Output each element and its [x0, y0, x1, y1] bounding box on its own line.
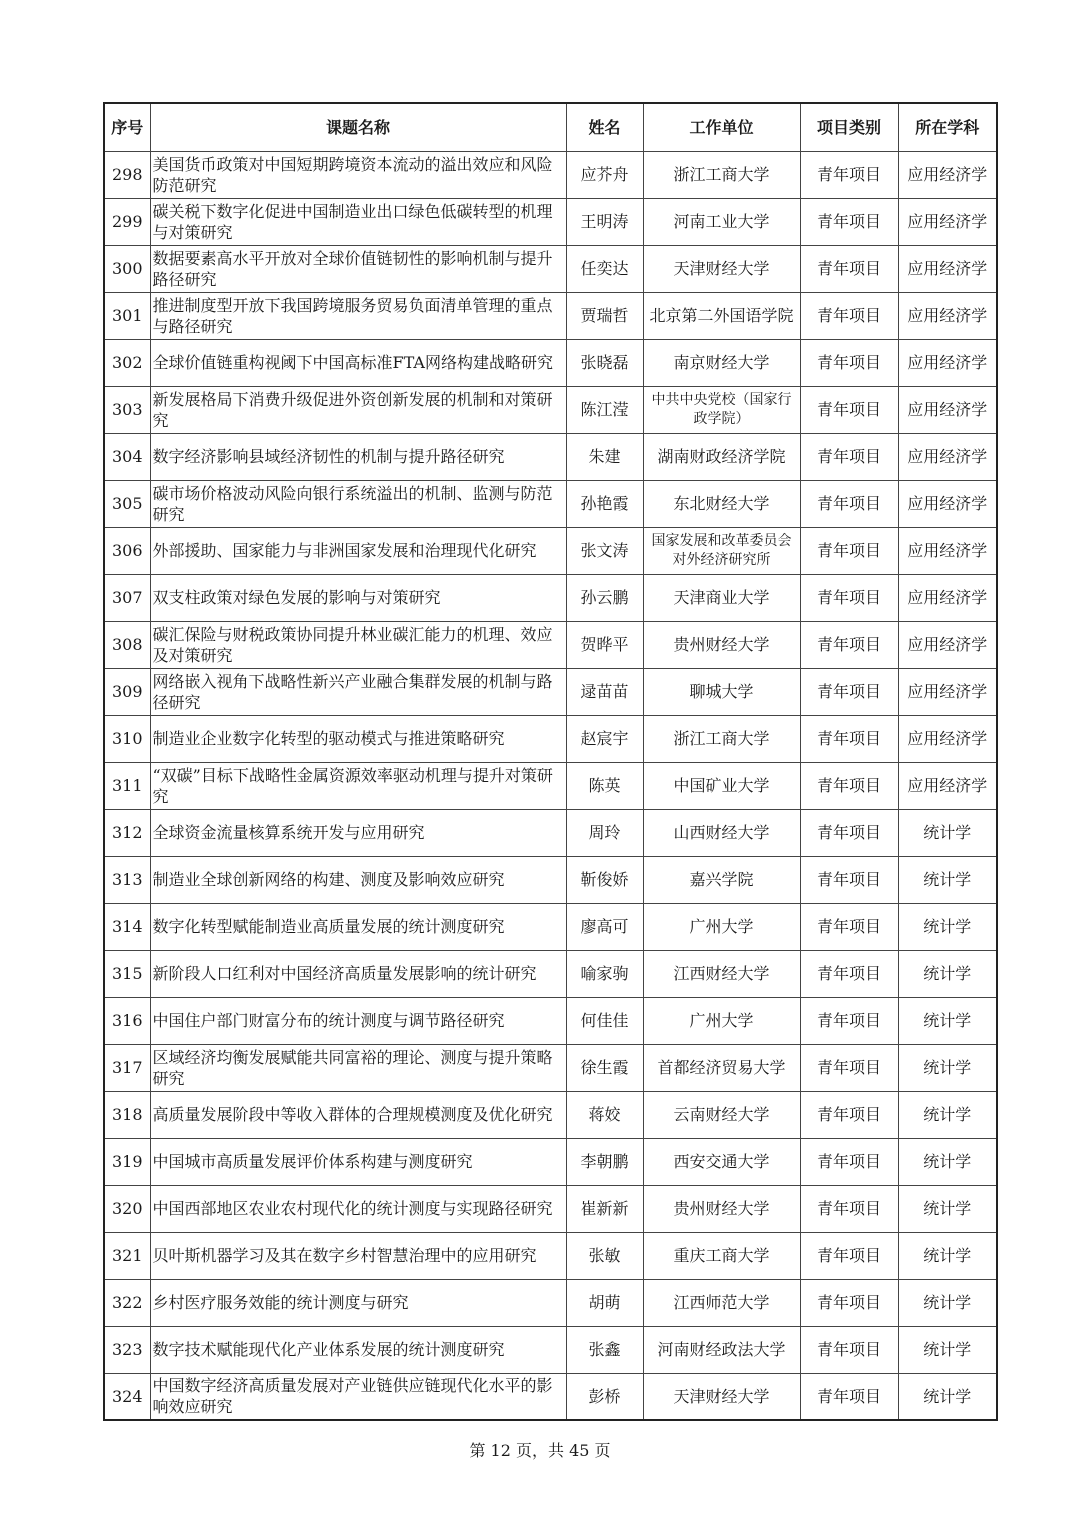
cell-discipline: 统计学 — [898, 1326, 997, 1373]
table-row — [104, 1138, 997, 1185]
cell-name: 任奕达 — [566, 245, 643, 292]
page-number-label: 第 12 页，共 45 页 — [469, 1441, 611, 1460]
table-row — [104, 1091, 997, 1138]
cell-project-title: 新阶段人口红利对中国经济高质量发展影响的统计研究 — [150, 950, 566, 997]
cell-serial-number: 306 — [104, 527, 150, 574]
cell-project-category: 青年项目 — [800, 903, 898, 950]
cell-work-unit: 天津财经大学 — [643, 1373, 800, 1420]
cell-name: 孙艳霞 — [566, 480, 643, 527]
cell-name: 李朝鹏 — [566, 1138, 643, 1185]
cell-project-category: 青年项目 — [800, 1279, 898, 1326]
cell-project-category: 青年项目 — [800, 856, 898, 903]
cell-project-category: 青年项目 — [800, 151, 898, 198]
cell-name: 靳俊娇 — [566, 856, 643, 903]
cell-serial-number: 308 — [104, 621, 150, 668]
cell-serial-number: 322 — [104, 1279, 150, 1326]
table-row — [104, 668, 997, 715]
project-table — [103, 102, 998, 1421]
cell-serial-number: 313 — [104, 856, 150, 903]
cell-project-category: 青年项目 — [800, 1138, 898, 1185]
cell-discipline: 应用经济学 — [898, 386, 997, 433]
cell-serial-number: 319 — [104, 1138, 150, 1185]
cell-name: 彭桥 — [566, 1373, 643, 1420]
cell-discipline: 统计学 — [898, 856, 997, 903]
cell-discipline: 统计学 — [898, 1232, 997, 1279]
cell-serial-number: 302 — [104, 339, 150, 386]
cell-discipline: 应用经济学 — [898, 198, 997, 245]
cell-project-title: 外部援助、国家能力与非洲国家发展和治理现代化研究 — [150, 527, 566, 574]
table-row — [104, 809, 997, 856]
cell-name: 张文涛 — [566, 527, 643, 574]
cell-project-title: 中国数字经济高质量发展对产业链供应链现代化水平的影响效应研究 — [150, 1373, 566, 1420]
cell-serial-number: 310 — [104, 715, 150, 762]
cell-discipline: 应用经济学 — [898, 433, 997, 480]
cell-work-unit: 中共中央党校（国家行政学院） — [643, 386, 800, 433]
table-row — [104, 1279, 997, 1326]
cell-project-category: 青年项目 — [800, 198, 898, 245]
cell-work-unit: 江西师范大学 — [643, 1279, 800, 1326]
table-row — [104, 527, 997, 574]
cell-name: 张晓磊 — [566, 339, 643, 386]
cell-discipline: 应用经济学 — [898, 668, 997, 715]
cell-work-unit: 贵州财经大学 — [643, 1185, 800, 1232]
cell-name: 胡萌 — [566, 1279, 643, 1326]
cell-work-unit: 广州大学 — [643, 997, 800, 1044]
table-row — [104, 1185, 997, 1232]
cell-project-title: 碳市场价格波动风险向银行系统溢出的机制、监测与防范研究 — [150, 480, 566, 527]
cell-project-title: 碳汇保险与财税政策协同提升林业碳汇能力的机理、效应及对策研究 — [150, 621, 566, 668]
cell-name: 徐生霞 — [566, 1044, 643, 1091]
cell-name: 孙云鹏 — [566, 574, 643, 621]
table-row — [104, 1232, 997, 1279]
cell-name: 逯苗苗 — [566, 668, 643, 715]
cell-discipline: 应用经济学 — [898, 574, 997, 621]
header-discipline: 所在学科 — [898, 103, 997, 151]
cell-serial-number: 320 — [104, 1185, 150, 1232]
cell-serial-number: 317 — [104, 1044, 150, 1091]
cell-project-title: “双碳”目标下战略性金属资源效率驱动机理与提升对策研究 — [150, 762, 566, 809]
cell-project-title: 中国城市高质量发展评价体系构建与测度研究 — [150, 1138, 566, 1185]
cell-work-unit: 北京第二外国语学院 — [643, 292, 800, 339]
cell-work-unit: 江西财经大学 — [643, 950, 800, 997]
cell-serial-number: 304 — [104, 433, 150, 480]
cell-work-unit: 东北财经大学 — [643, 480, 800, 527]
cell-name: 王明涛 — [566, 198, 643, 245]
cell-serial-number: 324 — [104, 1373, 150, 1420]
cell-work-unit: 中国矿业大学 — [643, 762, 800, 809]
cell-work-unit: 嘉兴学院 — [643, 856, 800, 903]
cell-project-title: 双支柱政策对绿色发展的影响与对策研究 — [150, 574, 566, 621]
header-name: 姓名 — [566, 103, 643, 151]
cell-serial-number: 301 — [104, 292, 150, 339]
cell-work-unit: 贵州财经大学 — [643, 621, 800, 668]
cell-project-title: 制造业企业数字化转型的驱动模式与推进策略研究 — [150, 715, 566, 762]
table-row — [104, 762, 997, 809]
cell-work-unit: 南京财经大学 — [643, 339, 800, 386]
cell-project-title: 制造业全球创新网络的构建、测度及影响效应研究 — [150, 856, 566, 903]
cell-work-unit: 聊城大学 — [643, 668, 800, 715]
cell-discipline: 统计学 — [898, 950, 997, 997]
table-row — [104, 1044, 997, 1091]
cell-work-unit: 云南财经大学 — [643, 1091, 800, 1138]
cell-project-title: 乡村医疗服务效能的统计测度与研究 — [150, 1279, 566, 1326]
cell-discipline: 应用经济学 — [898, 762, 997, 809]
cell-name: 何佳佳 — [566, 997, 643, 1044]
table-row — [104, 715, 997, 762]
cell-discipline: 统计学 — [898, 1044, 997, 1091]
table-body — [104, 151, 997, 1420]
cell-project-title: 全球资金流量核算系统开发与应用研究 — [150, 809, 566, 856]
cell-project-category: 青年项目 — [800, 668, 898, 715]
cell-discipline: 应用经济学 — [898, 621, 997, 668]
table-row — [104, 433, 997, 480]
header-project-category: 项目类别 — [800, 103, 898, 151]
cell-work-unit: 山西财经大学 — [643, 809, 800, 856]
header-serial-number: 序号 — [104, 103, 150, 151]
cell-serial-number: 323 — [104, 1326, 150, 1373]
table-row — [104, 339, 997, 386]
cell-project-category: 青年项目 — [800, 480, 898, 527]
project-table-container — [103, 102, 996, 1421]
cell-serial-number: 318 — [104, 1091, 150, 1138]
cell-project-title: 碳关税下数字化促进中国制造业出口绿色低碳转型的机理与对策研究 — [150, 198, 566, 245]
cell-serial-number: 312 — [104, 809, 150, 856]
table-row — [104, 245, 997, 292]
table-row — [104, 1326, 997, 1373]
table-row — [104, 198, 997, 245]
cell-serial-number: 314 — [104, 903, 150, 950]
cell-discipline: 统计学 — [898, 997, 997, 1044]
cell-work-unit: 重庆工商大学 — [643, 1232, 800, 1279]
cell-project-category: 青年项目 — [800, 386, 898, 433]
cell-discipline: 应用经济学 — [898, 480, 997, 527]
cell-project-title: 中国住户部门财富分布的统计测度与调节路径研究 — [150, 997, 566, 1044]
cell-discipline: 统计学 — [898, 1138, 997, 1185]
cell-project-title: 新发展格局下消费升级促进外资创新发展的机制和对策研究 — [150, 386, 566, 433]
cell-name: 陈英 — [566, 762, 643, 809]
cell-work-unit: 国家发展和改革委员会对外经济研究所 — [643, 527, 800, 574]
table-row — [104, 997, 997, 1044]
cell-project-title: 美国货币政策对中国短期跨境资本流动的溢出效应和风险防范研究 — [150, 151, 566, 198]
cell-project-title: 区域经济均衡发展赋能共同富裕的理论、测度与提升策略研究 — [150, 1044, 566, 1091]
cell-project-title: 推进制度型开放下我国跨境服务贸易负面清单管理的重点与路径研究 — [150, 292, 566, 339]
table-row — [104, 386, 997, 433]
cell-work-unit: 首都经济贸易大学 — [643, 1044, 800, 1091]
cell-work-unit: 天津财经大学 — [643, 245, 800, 292]
cell-project-category: 青年项目 — [800, 809, 898, 856]
cell-work-unit: 浙江工商大学 — [643, 151, 800, 198]
cell-project-title: 贝叶斯机器学习及其在数字乡村智慧治理中的应用研究 — [150, 1232, 566, 1279]
cell-project-category: 青年项目 — [800, 621, 898, 668]
cell-discipline: 应用经济学 — [898, 339, 997, 386]
cell-work-unit: 天津商业大学 — [643, 574, 800, 621]
cell-name: 周玲 — [566, 809, 643, 856]
cell-discipline: 统计学 — [898, 1185, 997, 1232]
table-row — [104, 621, 997, 668]
cell-project-category: 青年项目 — [800, 1232, 898, 1279]
cell-project-category: 青年项目 — [800, 950, 898, 997]
cell-name: 贾瑞哲 — [566, 292, 643, 339]
cell-name: 应芥舟 — [566, 151, 643, 198]
cell-serial-number: 305 — [104, 480, 150, 527]
cell-serial-number: 298 — [104, 151, 150, 198]
cell-project-title: 数字化转型赋能制造业高质量发展的统计测度研究 — [150, 903, 566, 950]
cell-discipline: 统计学 — [898, 1373, 997, 1420]
cell-name: 廖高可 — [566, 903, 643, 950]
cell-serial-number: 311 — [104, 762, 150, 809]
cell-project-category: 青年项目 — [800, 1044, 898, 1091]
cell-name: 陈江滢 — [566, 386, 643, 433]
table-header-row — [104, 103, 997, 151]
cell-serial-number: 321 — [104, 1232, 150, 1279]
cell-project-category: 青年项目 — [800, 245, 898, 292]
cell-name: 赵宸宇 — [566, 715, 643, 762]
cell-serial-number: 315 — [104, 950, 150, 997]
cell-name: 喻家驹 — [566, 950, 643, 997]
page-footer — [0, 1438, 1080, 1461]
header-work-unit: 工作单位 — [643, 103, 800, 151]
cell-project-title: 网络嵌入视角下战略性新兴产业融合集群发展的机制与路径研究 — [150, 668, 566, 715]
table-row — [104, 903, 997, 950]
table-row — [104, 151, 997, 198]
cell-project-category: 青年项目 — [800, 1373, 898, 1420]
cell-discipline: 应用经济学 — [898, 715, 997, 762]
cell-work-unit: 河南财经政法大学 — [643, 1326, 800, 1373]
cell-project-category: 青年项目 — [800, 574, 898, 621]
cell-discipline: 统计学 — [898, 1279, 997, 1326]
cell-project-title: 中国西部地区农业农村现代化的统计测度与实现路径研究 — [150, 1185, 566, 1232]
cell-discipline: 统计学 — [898, 809, 997, 856]
cell-project-category: 青年项目 — [800, 1091, 898, 1138]
cell-serial-number: 299 — [104, 198, 150, 245]
table-row — [104, 574, 997, 621]
cell-work-unit: 河南工业大学 — [643, 198, 800, 245]
cell-name: 朱建 — [566, 433, 643, 480]
cell-serial-number: 309 — [104, 668, 150, 715]
table-row — [104, 480, 997, 527]
cell-work-unit: 广州大学 — [643, 903, 800, 950]
cell-discipline: 应用经济学 — [898, 292, 997, 339]
cell-project-category: 青年项目 — [800, 1185, 898, 1232]
cell-work-unit: 西安交通大学 — [643, 1138, 800, 1185]
cell-name: 崔新新 — [566, 1185, 643, 1232]
cell-discipline: 统计学 — [898, 903, 997, 950]
table-row — [104, 856, 997, 903]
cell-project-category: 青年项目 — [800, 433, 898, 480]
cell-name: 张敏 — [566, 1232, 643, 1279]
cell-project-category: 青年项目 — [800, 292, 898, 339]
table-row — [104, 1373, 997, 1420]
cell-project-category: 青年项目 — [800, 715, 898, 762]
cell-project-category: 青年项目 — [800, 762, 898, 809]
cell-project-title: 全球价值链重构视阈下中国高标准FTA网络构建战略研究 — [150, 339, 566, 386]
cell-name: 蒋姣 — [566, 1091, 643, 1138]
cell-name: 贺晔平 — [566, 621, 643, 668]
cell-project-title: 数字经济影响县域经济韧性的机制与提升路径研究 — [150, 433, 566, 480]
cell-project-title: 数据要素高水平开放对全球价值链韧性的影响机制与提升路径研究 — [150, 245, 566, 292]
cell-serial-number: 303 — [104, 386, 150, 433]
cell-discipline: 应用经济学 — [898, 527, 997, 574]
header-project-title: 课题名称 — [150, 103, 566, 151]
cell-discipline: 应用经济学 — [898, 245, 997, 292]
cell-work-unit: 浙江工商大学 — [643, 715, 800, 762]
cell-work-unit: 湖南财政经济学院 — [643, 433, 800, 480]
cell-serial-number: 300 — [104, 245, 150, 292]
cell-project-category: 青年项目 — [800, 1326, 898, 1373]
table-row — [104, 292, 997, 339]
cell-project-category: 青年项目 — [800, 339, 898, 386]
cell-discipline: 统计学 — [898, 1091, 997, 1138]
cell-project-category: 青年项目 — [800, 527, 898, 574]
cell-serial-number: 307 — [104, 574, 150, 621]
table-row — [104, 950, 997, 997]
cell-discipline: 应用经济学 — [898, 151, 997, 198]
cell-project-title: 数字技术赋能现代化产业体系发展的统计测度研究 — [150, 1326, 566, 1373]
cell-name: 张鑫 — [566, 1326, 643, 1373]
cell-project-title: 高质量发展阶段中等收入群体的合理规模测度及优化研究 — [150, 1091, 566, 1138]
cell-serial-number: 316 — [104, 997, 150, 1044]
cell-project-category: 青年项目 — [800, 997, 898, 1044]
